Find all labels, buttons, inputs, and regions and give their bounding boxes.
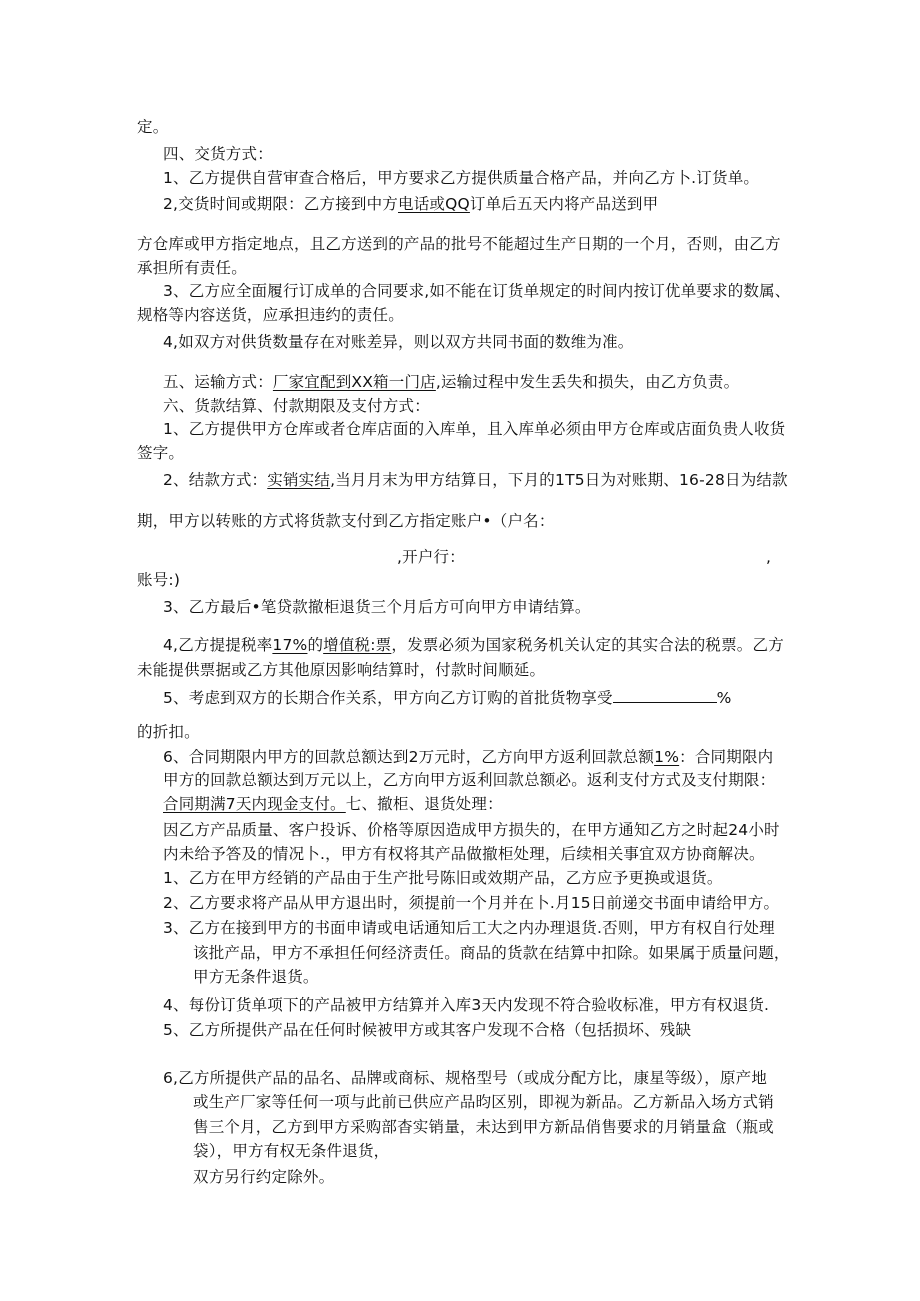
line-29: 2、乙方要求将产品从甲方退出时，须提前一个月并在卜.月15日前递交书面申请给甲方。 bbox=[163, 894, 780, 912]
line-10-a: 五、运输方式： bbox=[163, 373, 273, 391]
line-04-a: 2,交货时间或期限：乙方接到中方 bbox=[163, 195, 398, 213]
line-19-a: 4,乙方提提税率 bbox=[163, 636, 273, 654]
line-35: 6,乙方所提供产品的品名、品牌或商标、规格型号（或成分配方比，康星等级），原产地 bbox=[163, 1069, 768, 1087]
section-6-heading: 六、货款结算、付款期限及支付方式： bbox=[163, 397, 430, 415]
section-5-heading bbox=[163, 371, 739, 393]
line-21 bbox=[163, 687, 732, 709]
line-34: 5、乙方所提供产品在任何时候被甲方或其客户发现不合格（包括损坏、残缺 bbox=[163, 1021, 692, 1039]
line-04 bbox=[163, 193, 658, 215]
line-33: 4、每份订货单项下的产品被甲方结算并入库3天内发现不符合验收标准，甲方有权退货. bbox=[163, 996, 770, 1014]
section-7-heading: 七、撤柜、退货处理： bbox=[345, 795, 503, 813]
line-21-a: 5、考虑到双方的长期合作关系，甲方向乙方订购的首批货物享受 bbox=[163, 689, 613, 707]
line-25-underlined: 合同期满7天内现金支付。 bbox=[163, 795, 346, 813]
line-26: 因乙方产品质量、客户投诉、价格等原因造成甲方损失的，在甲方通知乙方之时起24小时 bbox=[163, 821, 780, 839]
line-04-b: 订单后五天内将产品送到甲 bbox=[469, 195, 659, 213]
line-30: 3、乙方在接到甲方的书面申请或电话通知后工大之内办理退货.否则，甲方有权自行处理 bbox=[163, 919, 775, 937]
line-14-b: ,当月月末为甲方结算日，下月的1T5日为对账期、16-28日为结款 bbox=[330, 471, 788, 489]
line-03: 1、乙方提供自营审查合格后，甲方要求乙方提供质量合格产品，并向乙方卜.订货单。 bbox=[163, 169, 760, 187]
line-17: 账号:) bbox=[137, 571, 181, 589]
line-39: 双方另行约定除外。 bbox=[193, 1168, 335, 1186]
section-4-heading: 四、交货方式： bbox=[163, 145, 273, 163]
line-36: 或生产厂家等任何一项与此前已供应产品昀区别，即视为新品。乙方新品入场方式销 bbox=[193, 1093, 774, 1111]
line-12: 1、乙方提供甲方仓库或者仓库店面的入库单，且入库单必须由甲方仓库或店面负贵人收货 bbox=[163, 420, 786, 438]
line-24: 甲方的回款总额达到万元以上，乙方向甲方返利回款总额必。返利支付方式及支付期限： bbox=[163, 771, 776, 789]
line-25 bbox=[163, 793, 503, 815]
line-23-rebate: 1% bbox=[654, 748, 680, 766]
line-14-underlined: 实销实结 bbox=[267, 471, 331, 489]
line-14-a: 2、结款方式： bbox=[163, 471, 268, 489]
line-23-b: ：合同期限内 bbox=[679, 748, 774, 766]
line-10-underlined: 厂家宜配到XX箱一门店 bbox=[272, 373, 436, 391]
line-19-b: 的 bbox=[307, 636, 324, 654]
line-18: 3、乙方最后•笔贷款撤柜退货三个月后方可向甲方申请结算。 bbox=[163, 598, 591, 616]
line-08: 规格等内容送货，应承担违约的责任。 bbox=[137, 306, 404, 324]
line-09: 4,如双方对供货数量存在对账差异，则以双方共同书面的数维为准。 bbox=[163, 333, 634, 351]
discount-blank bbox=[613, 688, 717, 703]
line-20: 未能提供票据或乙方其他原因影响结算时，付款时间顺延。 bbox=[137, 661, 546, 679]
line-05: 方仓库或甲方指定地点，且乙方送到的产品的批号不能超过生产日期的一个月，否则，由乙方 bbox=[137, 235, 781, 253]
line-14 bbox=[163, 469, 788, 491]
line-10-b: ,运输过程中发生丢失和损失，由乙方负责。 bbox=[435, 373, 740, 391]
line-15: 期，甲方以转账的方式将货款支付到乙方指定账户•（户名： bbox=[137, 512, 555, 530]
line-19-c: ，发票必须为国家税务机关认定的其实合法的税票。乙方 bbox=[391, 636, 784, 654]
line-21-b: % bbox=[716, 689, 732, 707]
line-16-a: ,开户行： bbox=[397, 548, 465, 566]
line-13: 签字。 bbox=[137, 444, 185, 462]
line-28: 1、乙方在甲方经销的产品由于生产批号陈旧或效期产品，乙方应予更换或退货。 bbox=[163, 869, 723, 887]
line-01: 定。 bbox=[137, 118, 169, 136]
line-19-rate: 17% bbox=[272, 636, 308, 654]
line-27: 内未给予答及的情况卜.，甲方有权将其产品做撤柜处理，后续相关事宜双方协商解决。 bbox=[163, 845, 765, 863]
line-16-b: , bbox=[766, 548, 772, 566]
line-31: 该批产品，甲方不承担任何经济责任。商品的货款在结算中扣除。如果属于质量问题， bbox=[193, 944, 790, 962]
line-19 bbox=[163, 634, 784, 656]
line-22: 的折扣。 bbox=[137, 723, 200, 741]
line-06: 承担所有责任。 bbox=[137, 259, 247, 277]
line-23-a: 6、合同期限内甲方的回款总额达到2万元时，乙方向甲方返利回款总额 bbox=[163, 748, 655, 766]
line-38: 袋），甲方有权无条件退货， bbox=[193, 1142, 390, 1160]
line-07: 3、乙方应全面履行订成单的合同要求,如不能在订货单规定的时间内按订优单要求的数属、 bbox=[163, 282, 791, 300]
line-23 bbox=[163, 746, 773, 768]
line-19-vat: 增值税:票 bbox=[323, 636, 392, 654]
line-04-underlined: 电话或QQ bbox=[398, 195, 470, 213]
line-37: 售三个月，乙方到甲方采购部杳实销量，未达到甲方新品俏售要求的月销量盒（瓶或 bbox=[193, 1118, 774, 1136]
line-32: 甲方无条件退货。 bbox=[193, 968, 319, 986]
